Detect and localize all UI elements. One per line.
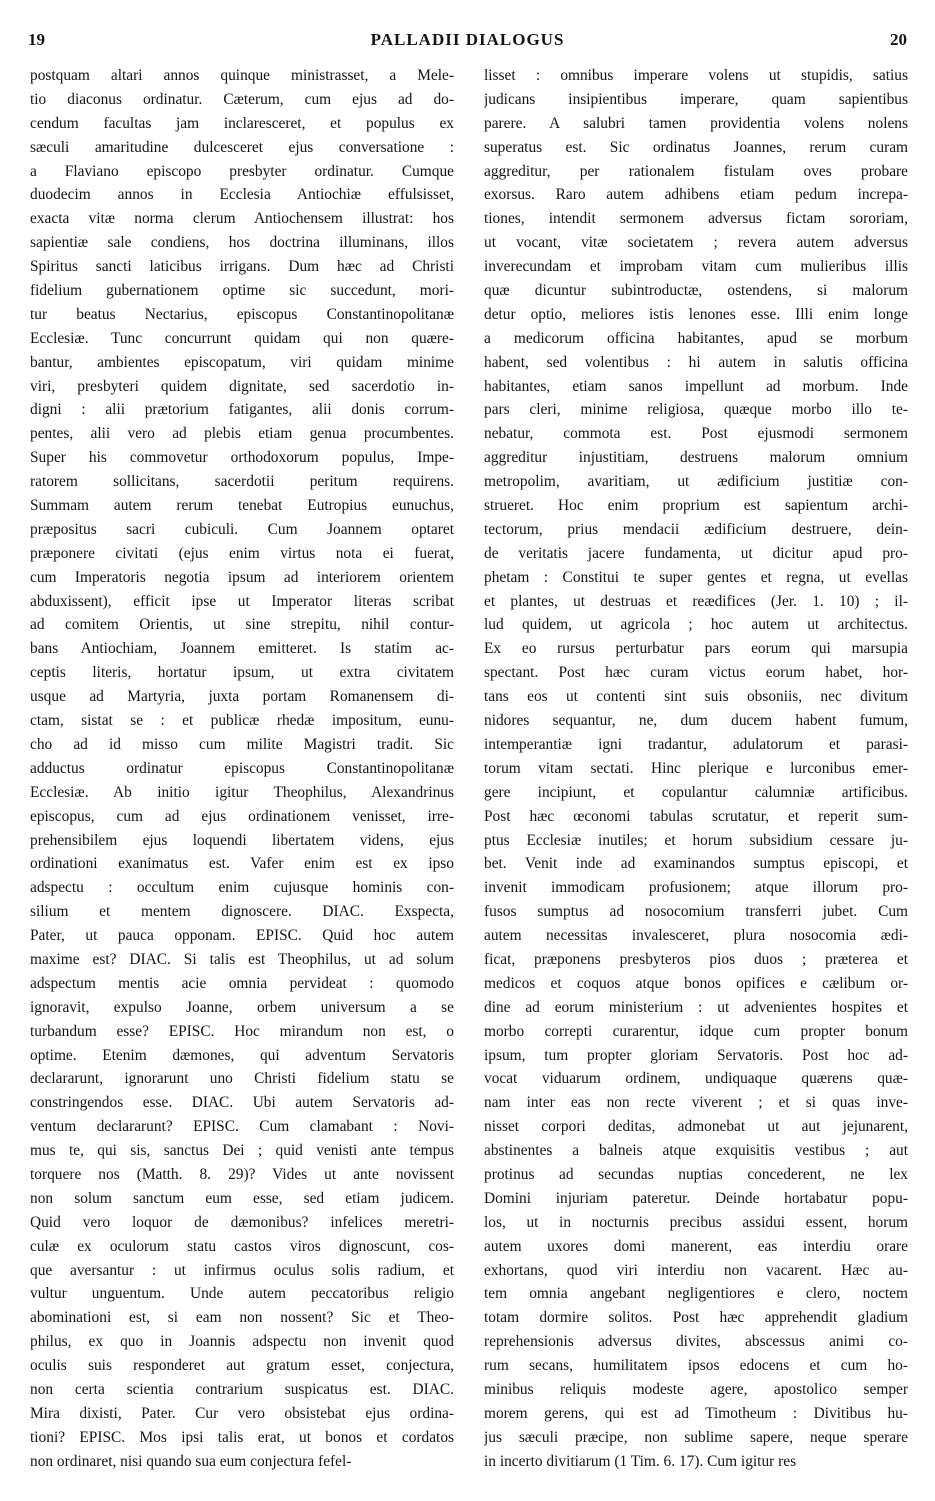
left-text-column bbox=[30, 64, 454, 1474]
text-line: phetam : Constitui te super gentes et regna, ut evellas bbox=[484, 568, 908, 586]
text-line: in incerto divitiarum (1 Tim. 6. 17). Cum igitur res bbox=[484, 1452, 797, 1470]
text-line: cum Imperatoris negotia ipsum ad interiorem orientem bbox=[30, 568, 454, 586]
text-line: Mira dixisti, Pater. Cur vero obsistebat ejus ordina- bbox=[30, 1404, 454, 1422]
text-line: ut vocant, vitæ societatem ; revera autem adversus bbox=[484, 234, 908, 252]
text-line: tiones, intendit sermonem adversus fictam sororiam, bbox=[484, 210, 908, 228]
text-line: medicos et coquos atque bonos opifices e cælibum or- bbox=[484, 974, 908, 992]
text-line: invenit immodicam profusionem; atque illorum pro- bbox=[484, 879, 908, 897]
text-line: et plantes, ut destruas et reædifices (Jer. 1. 10) ; il- bbox=[484, 592, 908, 610]
text-line: non certa scientia contrarium suspicatus est. DIAC. bbox=[30, 1380, 454, 1398]
text-line: a Flaviano episcopo presbyter ordinatur. Cumque bbox=[30, 162, 454, 180]
text-line: Spiritus sancti laticibus irrigans. Dum hæc ad Christi bbox=[30, 258, 454, 276]
text-line: duodecim annos in Ecclesia Antiochiæ effulsisset, bbox=[30, 186, 454, 204]
text-line: intemperantiæ igni tradantur, adulatorum et parasi- bbox=[484, 735, 908, 753]
text-line: aggreditur injustitiam, destruens malorum omnium bbox=[484, 449, 908, 467]
text-line: postquam altari annos quinque ministrasset, a Mele- bbox=[30, 67, 454, 84]
text-line: judicans insipientibus imperare, quam sapientibus bbox=[484, 90, 908, 108]
text-line: sapientiæ sale condiens, hos doctrina illuminans, illos bbox=[30, 234, 454, 252]
text-line: præponere civitati (ejus enim virtus nota ei fuerat, bbox=[30, 544, 454, 562]
text-line: mus te, qui sis, sanctus Dei ; quid venisti ante tempus bbox=[30, 1142, 454, 1160]
text-line: de veritatis jacere fundamenta, ut dicitur apud pro- bbox=[484, 544, 908, 562]
text-line: ventum declararunt? EPISC. Cum clamabant : Novi- bbox=[30, 1118, 454, 1136]
text-line: lud quidem, ut agricola ; hoc autem ut architectus. bbox=[484, 616, 908, 634]
text-line: Summam autem rerum tenebat Eutropius eunuchus, bbox=[30, 497, 454, 515]
text-line: non ordinaret, nisi quando sua eum conjectura fefel- bbox=[30, 1452, 352, 1470]
text-line: episcopus, cum ad ejus ordinationem venisset, irre- bbox=[30, 807, 454, 825]
text-line: bans Antiochiam, Joannem emitteret. Is statim ac- bbox=[30, 640, 454, 658]
text-line: constringendos esse. DIAC. Ubi autem Servatoris ad- bbox=[30, 1094, 454, 1112]
text-line: abduxissent), efficit ipse ut Imperator literas scribat bbox=[30, 592, 454, 610]
text-line: jus sæculi præcipe, non sublime sapere, neque sperare bbox=[484, 1428, 908, 1446]
text-line: rum secans, humilitatem ipsos edocens et cum ho- bbox=[484, 1357, 908, 1375]
text-line: adspectum mentis acie omnia pervideat : quomodo bbox=[30, 974, 454, 992]
text-line: usque ad Martyria, juxta portam Romanensem di- bbox=[30, 688, 454, 706]
text-line: silium et mentem dignoscere. DIAC. Exspecta, bbox=[30, 903, 454, 921]
text-line: fidelium gubernationem optime sic succedunt, mori- bbox=[30, 282, 454, 300]
text-line: adspectu : occultum enim cujusque hominis con- bbox=[30, 879, 454, 897]
text-line: oculis suis responderet aut gratum esset, conjectura, bbox=[30, 1357, 454, 1375]
text-line: viri, presbyteri quidem dignitate, sed sacerdotio in- bbox=[30, 377, 454, 395]
text-line: lisset : omnibus imperare volens ut stupidis, satius bbox=[484, 67, 908, 84]
text-line: tur beatus Nectarius, episcopus Constantinopolitanæ bbox=[30, 305, 454, 323]
text-line: sæculi amaritudine dulcesceret ejus conversatione : bbox=[30, 138, 454, 156]
text-line: inverecundam et improbam vitam cum mulieribus illis bbox=[484, 258, 908, 276]
text-line: aggreditur, per rationalem fistulam oves probare bbox=[484, 162, 908, 180]
text-line: philus, ex quo in Joannis adspectu non invenit quod bbox=[30, 1333, 454, 1351]
page-header bbox=[0, 30, 935, 60]
text-line: optime. Etenim dæmones, qui adventum Servatoris bbox=[30, 1046, 454, 1064]
text-line: nebatur, commota est. Post ejusmodi sermonem bbox=[484, 425, 908, 443]
text-line: spectant. Post hæc curam victus eorum habet, hor- bbox=[484, 664, 908, 682]
text-line: tectorum, prius mendacii ædificium destruere, dein- bbox=[484, 520, 908, 538]
text-line: Ecclesiæ. Tunc concurrunt quidam qui non quære- bbox=[30, 329, 454, 347]
text-line: strueret. Hoc enim proprium est sapientum archi- bbox=[484, 497, 908, 515]
text-line: tans eos ut contenti sint suis obsoniis, nec divitum bbox=[484, 688, 908, 706]
text-line: Super his commovetur orthodoxorum populus, Impe- bbox=[30, 449, 454, 467]
text-line: protinus ad secundas nuptias concederent, ne lex bbox=[484, 1165, 908, 1183]
text-line: ficat, præponens presbyteros pios duos ; præterea et bbox=[484, 950, 908, 968]
right-text-column bbox=[484, 64, 908, 1474]
text-line: ptus Ecclesiæ inutiles; et horum subsidium cessare ju- bbox=[484, 831, 908, 849]
text-line: que aversantur : ut infirmus oculus solis radium, et bbox=[30, 1261, 454, 1279]
text-line: detur optio, meliores istis lenones esse. Illi enim longe bbox=[484, 305, 908, 323]
text-line: totam dormire solitos. Post hæc apprehendit gladium bbox=[484, 1309, 908, 1327]
text-line: autem necessitas invalesceret, plura nosocomia ædi- bbox=[484, 927, 908, 945]
text-line: prehensibilem ejus loquendi libertatem videns, ejus bbox=[30, 831, 454, 849]
text-line: abstinentes a balneis atque exquisitis vestibus ; aut bbox=[484, 1142, 908, 1160]
text-line: ad comitem Orientis, ut sine strepitu, nihil contur- bbox=[30, 616, 454, 634]
text-line: digni : alii prætorium fatigantes, alii donis corrum- bbox=[30, 401, 454, 419]
text-line: ctam, sistat se : et publicæ rhedæ impositum, eunu- bbox=[30, 712, 454, 730]
text-line: cendum facultas jam inclaresceret, et populus ex bbox=[30, 114, 454, 132]
text-line: Post hæc œconomi tabulas scrutatur, et reperit sum- bbox=[484, 807, 908, 825]
text-line: bet. Venit inde ad examinandos sumptus episcopi, et bbox=[484, 855, 908, 873]
text-line: nidores sequantur, ne, dum ducem habent fumum, bbox=[484, 712, 908, 730]
text-line: ratorem sollicitans, sacerdotii peritum requirens. bbox=[30, 473, 454, 491]
text-line: abominationi est, si eam non nossent? Sic et Theo- bbox=[30, 1309, 454, 1327]
text-line: fusos sumptus ad nosocomium transferri jubet. Cum bbox=[484, 903, 908, 921]
text-line: tem omnia angebant negligentiores e clero, noctem bbox=[484, 1285, 908, 1303]
text-line: pentes, alii vero ad plebis etiam genua procumbentes. bbox=[30, 425, 454, 443]
text-line: morbo correpti curarentur, idque cum propter bonum bbox=[484, 1022, 908, 1040]
text-line: maxime est? DIAC. Si talis est Theophilus, ut ad solum bbox=[30, 950, 454, 968]
text-line: quæ dicuntur subintroductæ, ostendens, si malorum bbox=[484, 282, 908, 300]
text-line: torquere nos (Matth. 8. 29)? Vides ut ante novissent bbox=[30, 1165, 454, 1183]
text-line: bantur, ambientes episcopatum, viri quidam minime bbox=[30, 353, 454, 371]
text-line: culæ ex oculorum statu castos viros dignoscunt, cos- bbox=[30, 1237, 454, 1255]
text-line: dine ad eorum ministerium : ut advenientes hospites et bbox=[484, 998, 908, 1016]
text-line: morem gerens, qui est ad Timotheum : Divitibus hu- bbox=[484, 1404, 908, 1422]
text-line: reprehensionis adversus divites, abscessus animi co- bbox=[484, 1333, 908, 1351]
text-line: habent, sed volentibus : hi autem in salutis officina bbox=[484, 353, 908, 371]
text-line: nisset corpori deditas, admonebat ut aut jejunarent, bbox=[484, 1118, 908, 1136]
text-line: non solum sanctum eum esse, sed etiam judicem. bbox=[30, 1189, 454, 1207]
running-title: PALLADII DIALOGUS bbox=[370, 30, 565, 49]
text-line: declararunt, ignorarunt uno Christi fidelium statu se bbox=[30, 1070, 454, 1088]
text-line: Pater, ut pauca opponam. EPISC. Quid hoc autem bbox=[30, 927, 454, 945]
text-line: ipsum, tum propter gloriam Servatoris. Post hoc ad- bbox=[484, 1046, 908, 1064]
text-line: autem uxores domi manerent, eas interdiu orare bbox=[484, 1237, 908, 1255]
text-line: vultur unguentum. Unde autem peccatoribus religio bbox=[30, 1285, 454, 1303]
text-line: adductus ordinatur episcopus Constantinopolitanæ bbox=[30, 759, 454, 777]
page-number-left: 19 bbox=[28, 30, 45, 49]
text-line: Quid vero loquor de dæmonibus? infelices meretri- bbox=[30, 1213, 454, 1231]
text-line: minibus reliquis modeste agere, apostolico semper bbox=[484, 1380, 908, 1398]
text-line: los, ut in nocturnis precibus assidui essent, horum bbox=[484, 1213, 908, 1231]
text-line: ignoravit, expulso Joanne, orbem universum a se bbox=[30, 998, 454, 1016]
text-line: habitantes, etiam sanos impellunt ad morbum. Inde bbox=[484, 377, 908, 395]
text-line: Domini injuriam pateretur. Deinde hortabatur popu- bbox=[484, 1189, 908, 1207]
text-line: torum vitam sectati. Hinc plerique e lurconibus emer- bbox=[484, 759, 908, 777]
text-line: pars cleri, minime religiosa, quæque morbo illo te- bbox=[484, 401, 908, 419]
text-line: exacta vitæ norma clerum Antiochensem illustrat: hos bbox=[30, 210, 454, 228]
text-line: superatus est. Sic ordinatus Joannes, rerum curam bbox=[484, 138, 908, 156]
text-line: nam inter eas non recte viverent ; et si quas inve- bbox=[484, 1094, 908, 1112]
text-line: a medicorum officina habitantes, apud se morbum bbox=[484, 329, 908, 347]
text-line: tio diaconus ordinatur. Cæterum, cum ejus ad do- bbox=[30, 90, 454, 108]
text-line: præpositus sacri cubiculi. Cum Joannem optaret bbox=[30, 520, 454, 538]
text-line: exorsus. Raro autem adhibens etiam pedum increpa- bbox=[484, 186, 908, 204]
text-line: turbandum esse? EPISC. Hoc mirandum non est, o bbox=[30, 1022, 454, 1040]
text-line: metropolim, avaritiam, ut ædificium justitiæ con- bbox=[484, 473, 908, 491]
text-line: Ecclesiæ. Ab initio igitur Theophilus, Alexandrinus bbox=[30, 783, 454, 801]
page-number-right: 20 bbox=[890, 30, 907, 49]
text-line: Ex eo rursus perturbatur pars eorum qui marsupia bbox=[484, 640, 908, 658]
text-line: parere. A salubri tamen providentia volens nolens bbox=[484, 114, 908, 132]
text-line: tioni? EPISC. Mos ipsi talis erat, ut bonos et cordatos bbox=[30, 1428, 454, 1446]
text-line: cho ad id misso cum milite Magistri tradit. Sic bbox=[30, 735, 454, 753]
text-line: gere incipiunt, et copulantur calumniæ artificibus. bbox=[484, 783, 908, 801]
text-line: ceptis literis, hortatur ipsum, ut extra civitatem bbox=[30, 664, 454, 682]
text-line: ordinationi exanimatus est. Vafer enim est ex ipso bbox=[30, 855, 454, 873]
text-line: vocat viduarum ordinem, undiquaque quærens quæ- bbox=[484, 1070, 908, 1088]
text-line: exhortans, quod viri interdiu non vacarent. Hæc au- bbox=[484, 1261, 908, 1279]
